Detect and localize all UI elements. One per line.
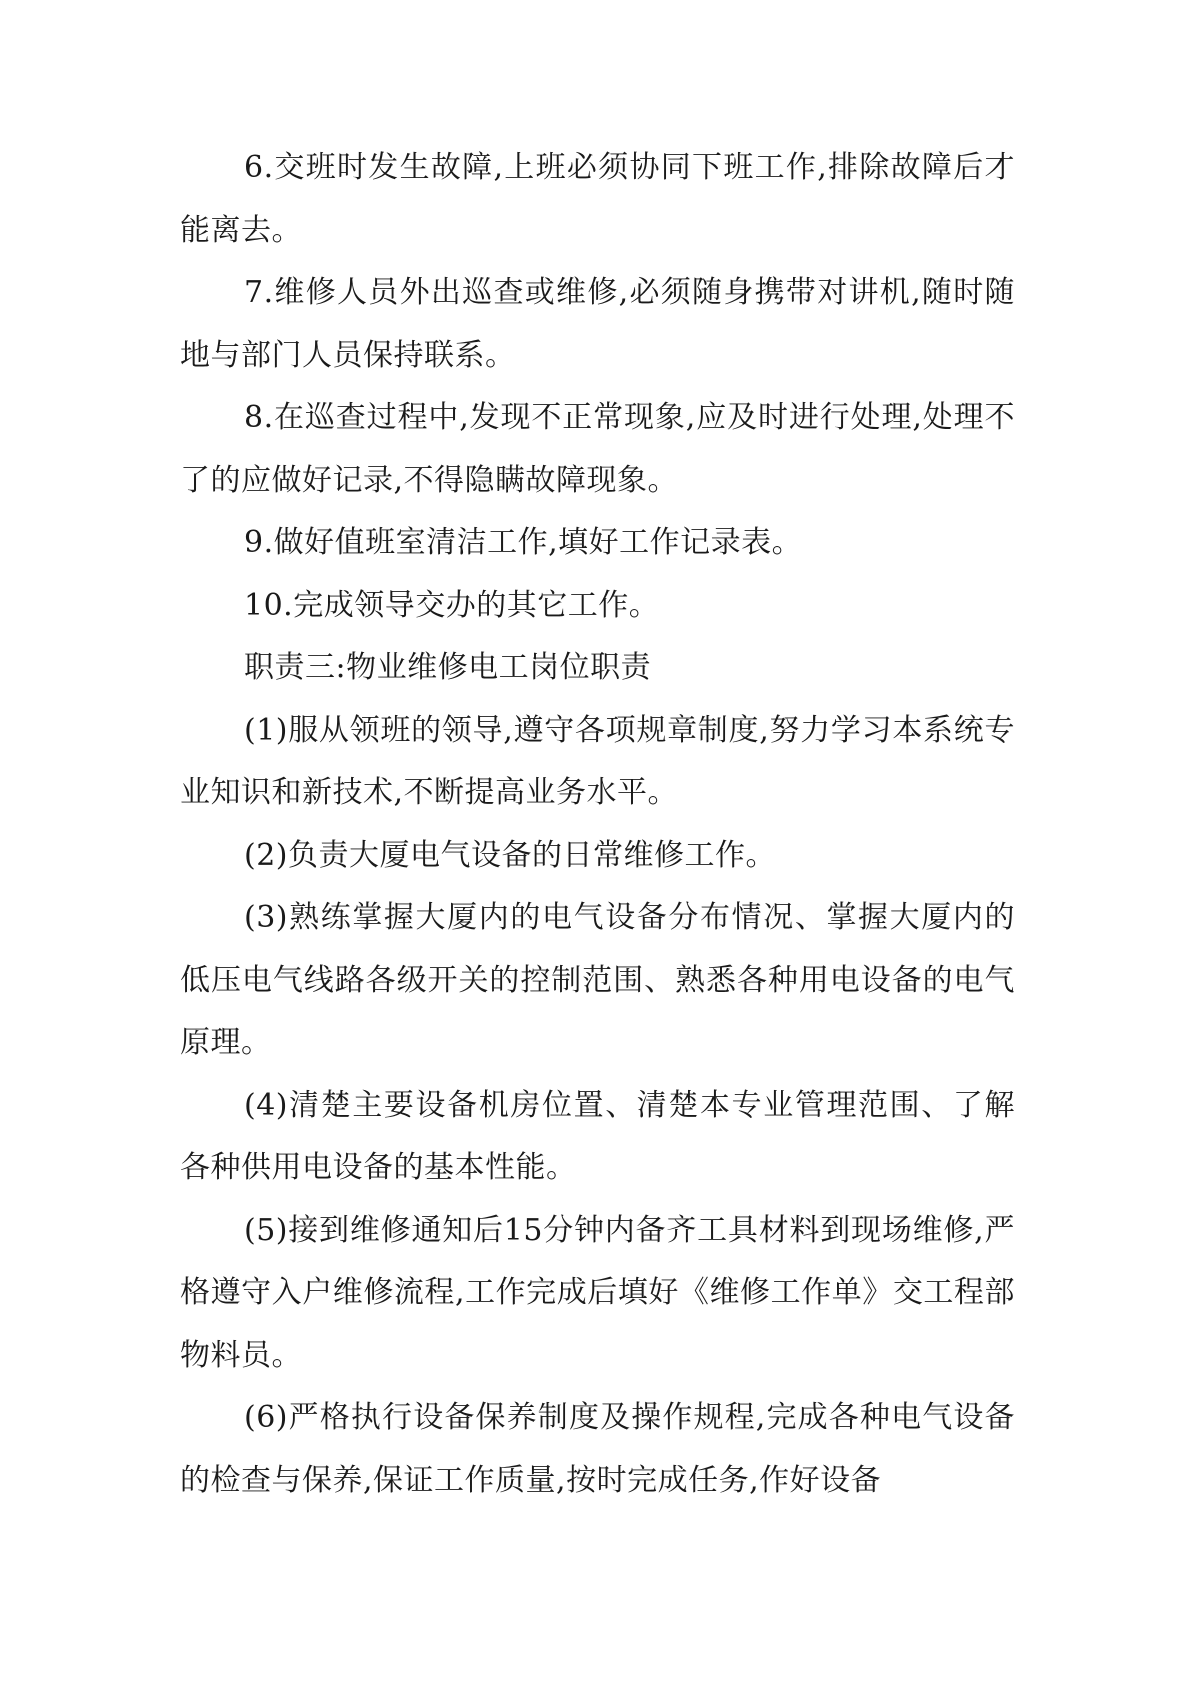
duty-item-6: (6)严格执行设备保养制度及操作规程,完成各种电气设备的检查与保养,保证工作质量,按时完成任务,作好设备 — [180, 1400, 1015, 1498]
duty-item-4: (4)清楚主要设备机房位置、清楚本专业管理范围、了解各种供用电设备的基本性能。 — [180, 1087, 1015, 1185]
paragraph-item-9: 9.做好值班室清洁工作,填好工作记录表。 — [244, 525, 803, 560]
paragraph-item-6: 6.交班时发生故障,上班必须协同下班工作,排除故障后才能离去。 — [180, 150, 1015, 248]
duty-item-3: (3)熟练掌握大厦内的电气设备分布情况、掌握大厦内的低压电气线路各级开关的控制范围、熟悉各种用电设备的电气原理。 — [180, 900, 1015, 1060]
paragraph-item-10: 10.完成领导交办的其它工作。 — [244, 587, 660, 623]
section-heading: 职责三:物业维修电工岗位职责 — [244, 650, 652, 685]
duty-item-5: (5)接到维修通知后15分钟内备齐工具材料到现场维修,严格遵守入户维修流程,工作完成后填好《维修工作单》交工程部物料员。 — [180, 1212, 1015, 1373]
duty-item-2: (2)负责大厦电气设备的日常维修工作。 — [244, 837, 776, 873]
paragraph-item-7: 7.维修人员外出巡查或维修,必须随身携带对讲机,随时随地与部门人员保持联系。 — [180, 275, 1015, 373]
duty-item-1: (1)服从领班的领导,遵守各项规章制度,努力学习本系统专业知识和新技术,不断提高业务水平。 — [180, 712, 1015, 810]
document-body — [180, 137, 1015, 1512]
paragraph-item-8: 8.在巡查过程中,发现不正常现象,应及时进行处理,处理不了的应做好记录,不得隐瞒故障现象。 — [180, 400, 1015, 498]
